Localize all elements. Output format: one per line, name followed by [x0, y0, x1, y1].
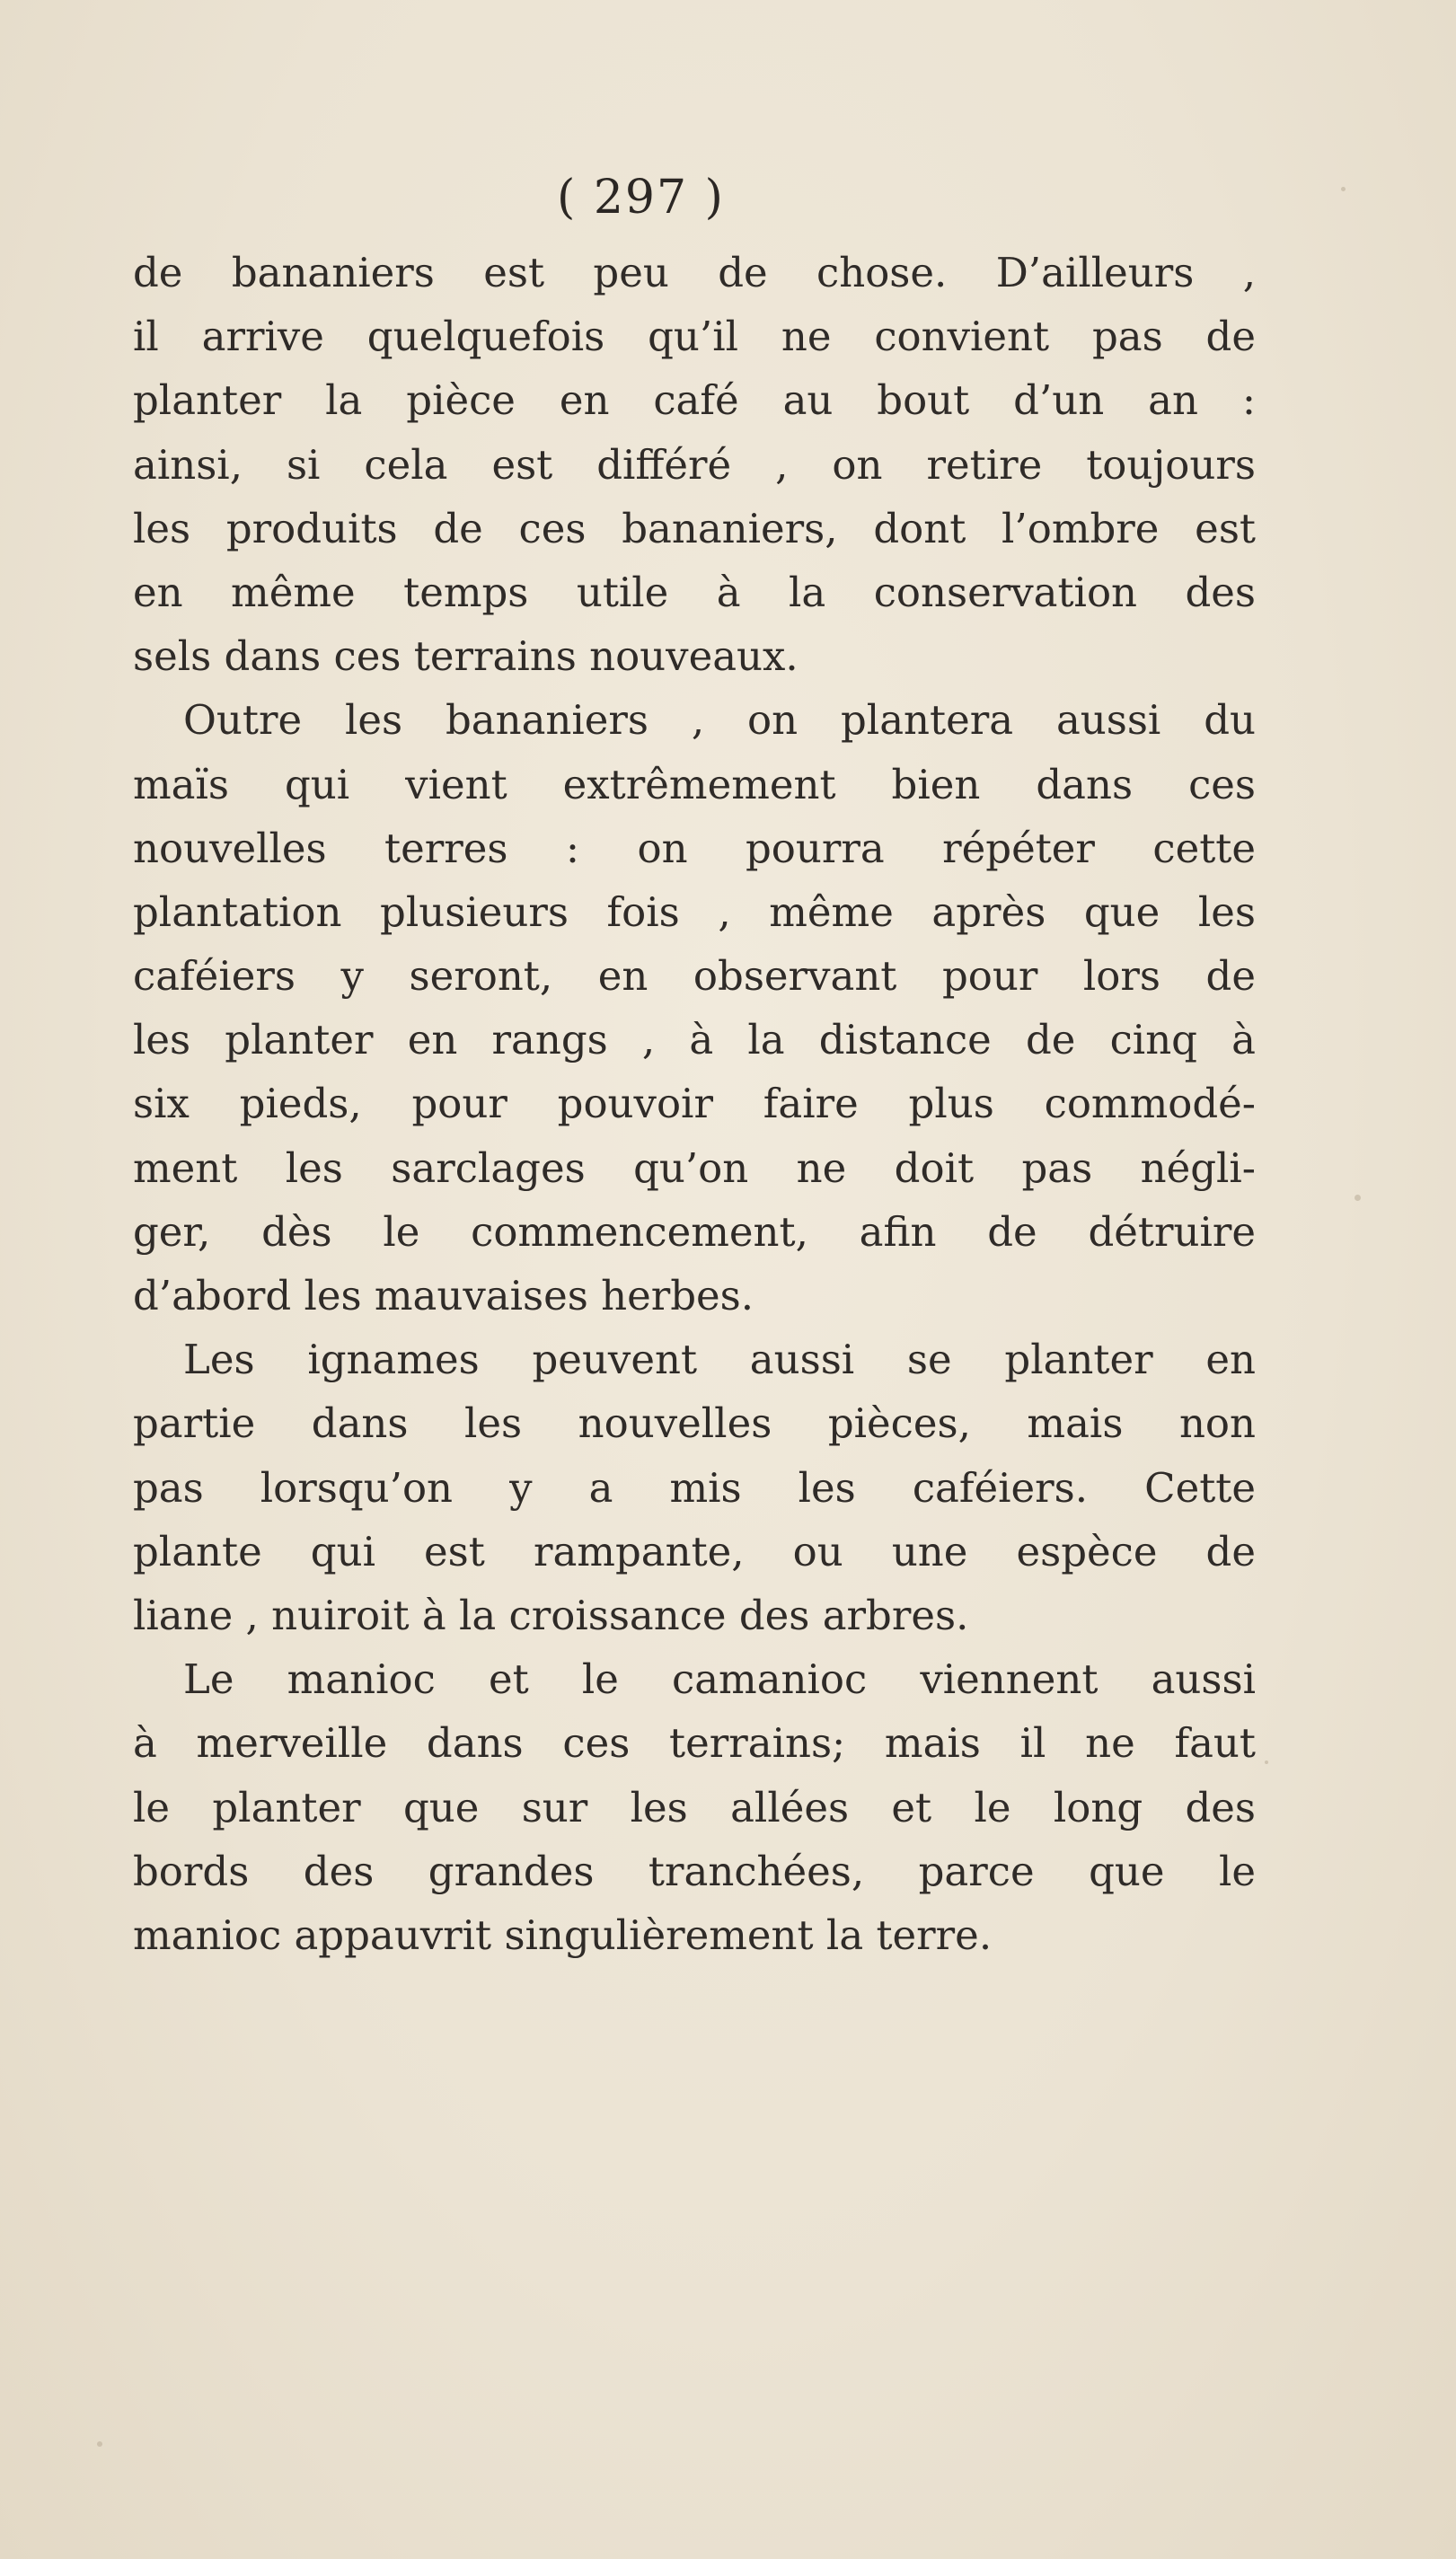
body-text — [133, 241, 1256, 1967]
text-line: caféiers y seront, en observant pour lors de — [133, 952, 1256, 1001]
text-line: en même temps utile à la conservation des — [133, 568, 1256, 616]
text-line: d’abord les mauvaises herbes. — [133, 1272, 754, 1319]
text-line: Les ignames peuvent aussi se planter en — [183, 1336, 1256, 1384]
text-line: planter la pièce en café au bout d’un an : — [133, 376, 1256, 425]
paper-speck — [1265, 1760, 1268, 1764]
text-line: les planter en rangs , à la distance de cinq à — [133, 1016, 1256, 1064]
text-line: pas lorsqu’on y a mis les caféiers. Cette — [133, 1463, 1256, 1512]
text-line: le planter que sur les allées et le long des — [133, 1783, 1256, 1831]
paper-speck — [1355, 1195, 1361, 1201]
text-line: ger, dès le commencement, afin de détruire — [133, 1207, 1256, 1256]
text-line: il arrive quelquefois qu’il ne convient pas de — [133, 313, 1256, 361]
text-line: sels dans ces terrains nouveaux. — [133, 632, 799, 681]
text-line: plante qui est rampante, ou une espèce de — [133, 1527, 1256, 1575]
paper-speck — [1341, 187, 1346, 191]
text-line: partie dans les nouvelles pièces, mais non — [133, 1399, 1256, 1448]
text-line: plantation plusieurs fois , même après que les — [133, 887, 1256, 936]
text-line: à merveille dans ces terrains; mais il ne faut — [133, 1719, 1256, 1768]
text-line: Outre les bananiers , on plantera aussi du — [183, 696, 1256, 745]
text-line: six pieds, pour pouvoir faire plus commodé- — [133, 1080, 1256, 1128]
text-line: bords des grandes tranchées, parce que le — [133, 1847, 1256, 1895]
text-line: ainsi, si cela est différé , on retire toujours — [133, 440, 1256, 489]
text-line: maïs qui vient extrêmement bien dans ces — [133, 760, 1256, 808]
text-line: ment les sarclages qu’on ne doit pas négli- — [133, 1143, 1256, 1192]
page-number: ( 297 ) — [557, 171, 725, 225]
text-line: liane , nuiroit à la croissance des arbres. — [133, 1591, 969, 1639]
paper-speck — [97, 2441, 102, 2447]
text-line: de bananiers est peu de chose. D’ailleurs , — [133, 249, 1256, 296]
text-line: manioc appauvrit singulièrement la terre. — [133, 1910, 993, 1959]
text-line: les produits de ces bananiers, dont l’ombre est — [133, 504, 1256, 552]
text-line: Le manioc et le camanioc viennent aussi — [183, 1655, 1256, 1704]
text-line: nouvelles terres : on pourra répéter cette — [133, 824, 1256, 872]
